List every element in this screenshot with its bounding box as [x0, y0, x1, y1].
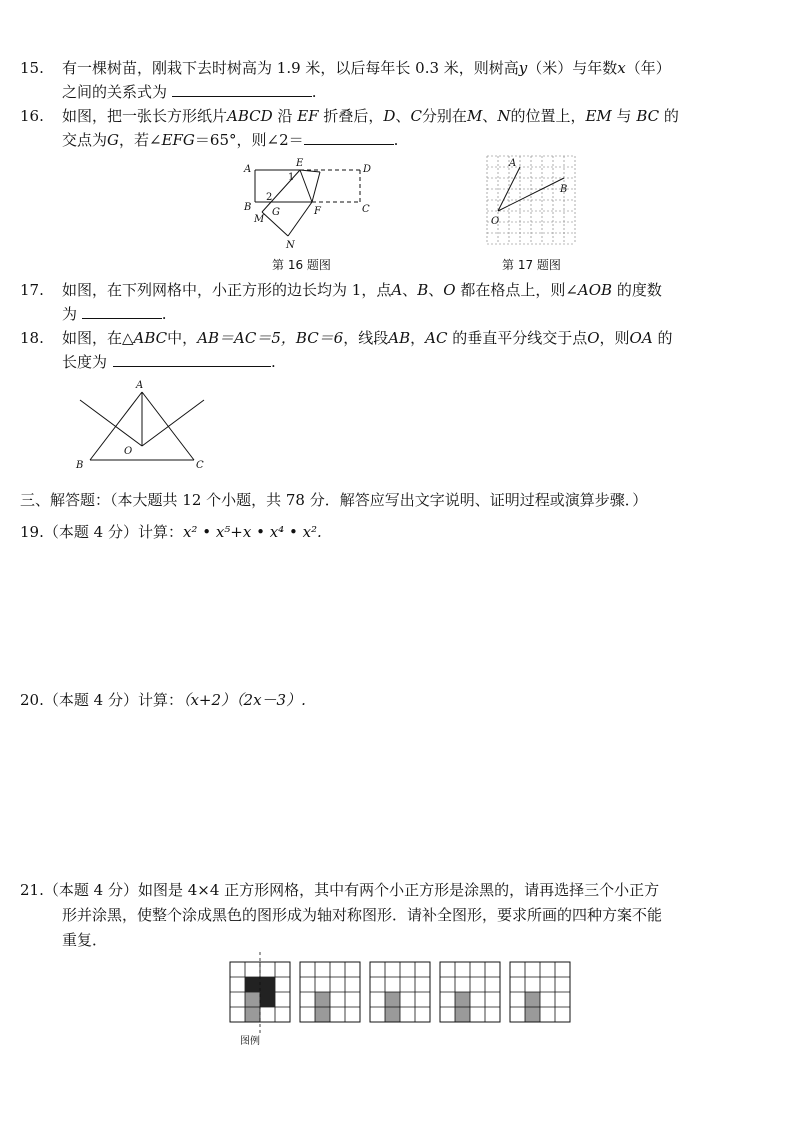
q20-line: [20, 690, 306, 710]
q16-label-A: A: [244, 164, 252, 175]
q18-label-A: A: [136, 380, 144, 391]
q19-points: （本题 4 分）: [43, 523, 138, 541]
q16-label-G: G: [272, 207, 280, 218]
section3-heading: 三、解答题：（本大题共 12 个小题，共 78 分．解答应写出文字说明、证明过程或演算步骤．）: [20, 491, 648, 509]
q16-label-E: E: [296, 158, 304, 169]
q17-sep1: 、: [402, 281, 418, 299]
q17-label-A: A: [509, 158, 517, 169]
q16-label-D: D: [363, 164, 372, 175]
q16-text-j: ＝65°，则∠2＝: [194, 131, 304, 149]
q18-text-g: 长度为: [62, 353, 108, 371]
q18-label-O: O: [124, 446, 133, 457]
q21-grid-1[interactable]: [300, 962, 360, 1022]
q16-label-N: N: [286, 240, 295, 251]
q17-label-B: B: [560, 184, 568, 195]
q18-line2: [62, 352, 276, 372]
q16-C: C: [410, 107, 422, 125]
q17-caption: 第 17 题图: [502, 258, 561, 272]
q17-text-c: 的度数: [616, 281, 662, 299]
q16-text-f: 与: [616, 107, 632, 125]
q16-label-C: C: [362, 204, 370, 215]
q18-answer-blank[interactable]: [113, 352, 271, 367]
q21-grid-2[interactable]: [370, 962, 430, 1022]
q18-ABC: ABC: [133, 329, 168, 347]
q21-grid-4[interactable]: [510, 962, 570, 1022]
q16-N: N: [497, 107, 511, 125]
q21-number: 21.: [20, 881, 44, 899]
q17-B: B: [417, 281, 429, 299]
q16-label-M: M: [254, 214, 265, 225]
q21-example-label: 图例: [240, 1036, 260, 1047]
q17-label-O: O: [491, 216, 500, 227]
q17-line1: [20, 280, 662, 300]
q18-text-a: 如图，在△: [62, 329, 134, 347]
q19-expression: x² • x⁵+x • x⁴ • x².: [182, 523, 322, 541]
q21-text-a: 如图是 4×4 正方形网格，其中有两个小正方形是涂黑的，请再选择三个小正方: [137, 881, 660, 899]
q17-A: A: [391, 281, 403, 299]
q19-line: [20, 522, 322, 542]
q15-text-d: 之间的关系式为: [62, 83, 168, 101]
q16-text-g: 的: [663, 107, 679, 125]
q15-text-b: （米）与年数: [527, 59, 618, 77]
q16-label-F: F: [314, 206, 321, 217]
q15-line1: [20, 58, 671, 78]
q18-label-B: B: [76, 460, 84, 471]
q17-period: .: [161, 305, 167, 323]
q19-label: 计算：: [137, 523, 183, 541]
q15-text-c: （年）: [625, 59, 671, 77]
q15-text-a: 有一棵树苗，刚栽下去时树高为 1.9 米，以后每年长 0.3 米，则树高: [62, 59, 519, 77]
q18-number: 18.: [20, 329, 44, 347]
q17-text-a: 如图，在下列网格中，小正方形的边长均为 1，点: [62, 281, 392, 299]
q21-grid-3[interactable]: [440, 962, 500, 1022]
q16-line2: [62, 130, 398, 150]
q17-O: O: [443, 281, 456, 299]
q18-equation: AB＝AC＝5，BC＝6: [197, 329, 344, 347]
q16-G: G: [107, 131, 119, 149]
q16-text-b: 沿: [277, 107, 293, 125]
q18-O: O: [587, 329, 600, 347]
q16-line1: [20, 106, 679, 126]
q18-text-c: ，线段: [343, 329, 389, 347]
q18-text-b: 中，: [167, 329, 198, 347]
q17-number: 17.: [20, 281, 44, 299]
q18-AB: AB: [388, 329, 411, 347]
q21-line1: [20, 880, 659, 900]
q18-sep: ，: [410, 329, 426, 347]
q15-answer-blank[interactable]: [172, 82, 312, 97]
q21-line2: 形并涂黑，使整个涂成黑色的图形成为轴对称图形．请补全图形，要求所画的四种方案不能: [62, 906, 663, 924]
q18-text-e: ，则: [599, 329, 630, 347]
q18-text-d: 的垂直平分线交于点: [452, 329, 588, 347]
q21-line3: 重复．: [62, 931, 108, 949]
q18-line1: [20, 328, 672, 348]
q16-D: D: [383, 107, 396, 125]
q16-caption: 第 16 题图: [272, 258, 331, 272]
q16-sep1: 、: [395, 107, 411, 125]
q15-var-y: y: [518, 59, 528, 77]
q16-period: .: [393, 131, 399, 149]
q16-label-B: B: [244, 202, 252, 213]
q16-text-i: ，若∠: [119, 131, 162, 149]
q16-M: M: [466, 107, 483, 125]
q16-label-2: 2: [266, 192, 273, 203]
q16-number: 16.: [20, 107, 44, 125]
q18-period: .: [271, 353, 276, 371]
q16-text-a: 如图，把一张长方形纸片: [62, 107, 228, 125]
q16-BC: BC: [636, 107, 660, 125]
q17-sep2: 、: [428, 281, 444, 299]
q16-label-1: 1: [288, 172, 295, 183]
q20-expression: （x+2）（2x－3）.: [182, 691, 306, 709]
q17-figure: [487, 156, 577, 246]
q15-var-x: x: [617, 59, 626, 77]
q17-line2: [62, 304, 167, 324]
q19-number: 19.: [20, 523, 44, 541]
q18-figure: [74, 380, 214, 470]
q16-sep2: 、: [482, 107, 498, 125]
q17-text-b: 都在格点上，则∠: [460, 281, 578, 299]
q15-line2: [62, 82, 317, 102]
q17-answer-blank[interactable]: [82, 304, 162, 319]
q16-ABCD: ABCD: [227, 107, 273, 125]
q16-answer-blank[interactable]: [304, 130, 394, 145]
q18-OA: OA: [629, 329, 653, 347]
q16-text-e: 的位置上，: [510, 107, 586, 125]
q21-points: （本题 4 分）: [43, 881, 138, 899]
q16-text-c: 折叠后，: [323, 107, 384, 125]
q16-EFG: EFG: [161, 131, 195, 149]
q16-text-d: 分别在: [421, 107, 467, 125]
q16-text-h: 交点为: [62, 131, 108, 149]
q16-EF: EF: [297, 107, 319, 125]
q15-number: 15.: [20, 59, 44, 77]
q15-period: .: [311, 83, 317, 101]
q21-grid-example: [230, 962, 290, 1022]
q20-label: 计算：: [137, 691, 183, 709]
q18-text-f: 的: [657, 329, 673, 347]
q20-points: （本题 4 分）: [43, 691, 138, 709]
q18-label-C: C: [196, 460, 204, 471]
q16-EM: EM: [585, 107, 612, 125]
q17-AOB: AOB: [577, 281, 613, 299]
q20-number: 20.: [20, 691, 44, 709]
q16-figure: [240, 158, 380, 251]
q18-AC: AC: [425, 329, 448, 347]
q17-text-d: 为: [62, 305, 78, 323]
